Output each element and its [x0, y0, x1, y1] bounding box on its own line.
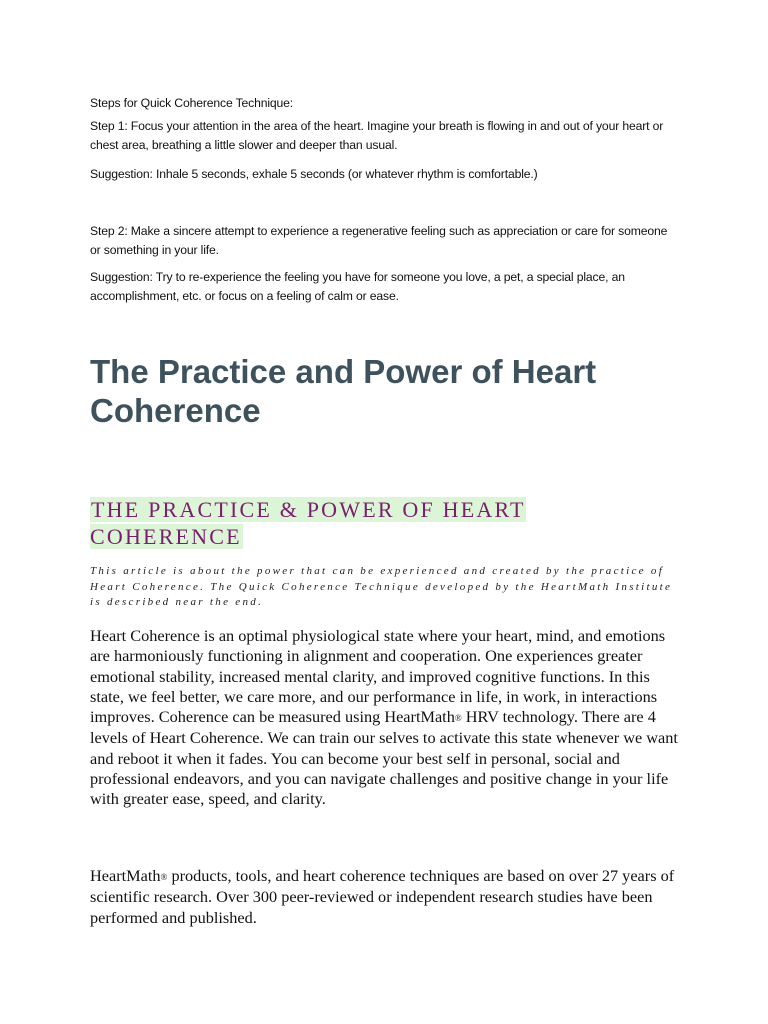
paragraph-1-part-2: HRV technology. There are 4 levels of Heart Coherence. We can train our selves to activate this state whenever we want and reboot it when it fades. You can become your best self in personal, social and professional endeavors, and you can navigate challenges and positive change in your life with greater ease, speed, and clarity. — [90, 707, 678, 809]
registered-mark: ® — [160, 872, 168, 882]
suggestion-1-text: Suggestion: Inhale 5 seconds, exhale 5 seconds (or whatever rhythm is comfortable.) — [90, 167, 538, 181]
steps-heading: Steps for Quick Coherence Technique: — [90, 96, 294, 110]
step-2-text: Step 2: Make a sincere attempt to experience a regenerative feeling such as appreciation or care for someone or something in your life. — [90, 224, 668, 257]
paragraph-heartmath-research — [90, 866, 680, 928]
paragraph-2-part-2: products, tools, and heart coherence techniques are based on over 27 years of scientific research. Over 300 peer-reviewed or independent research studies have been performed and published. — [90, 866, 675, 927]
registered-mark: ® — [454, 713, 462, 724]
article-title: The Practice and Power of Heart Coherence — [90, 353, 597, 429]
quick-coherence-steps — [90, 94, 680, 306]
suggestion-2-text: Suggestion: Try to re-experience the feeling you have for someone you love, a pet, a special place, an accomplishment, etc. or focus on a feeling of calm or ease. — [90, 270, 625, 303]
article-intro: This article is about the power that can be experienced and created by the practice of Heart Coherence. The Quick Coherence Technique developed by the HeartMath Institute is described near the end. — [90, 565, 673, 608]
article-subtitle — [90, 496, 680, 550]
paragraph-2-part-1: HeartMath — [90, 866, 161, 885]
paragraph-1-part-1: Heart Coherence is an optimal physiological state where your heart, mind, and emotions are harmoniously functioning in alignment and cooperation. One experiences greater emotional stability, increased mental clarity, and improved cognitive functions. In this state, we feel better, we care more, and our performance in life, in work, in interactions improves. Coherence can be measured using HeartMath — [90, 626, 666, 727]
step-1-text: Step 1: Focus your attention in the area of the heart. Imagine your breath is flowing in and out of your heart or chest area, breathing a little slower and deeper than usual. — [90, 119, 664, 152]
paragraph-heart-coherence — [90, 626, 680, 810]
subtitle-highlight: THE PRACTICE & POWER OF HEART COHERENCE — [90, 497, 526, 549]
